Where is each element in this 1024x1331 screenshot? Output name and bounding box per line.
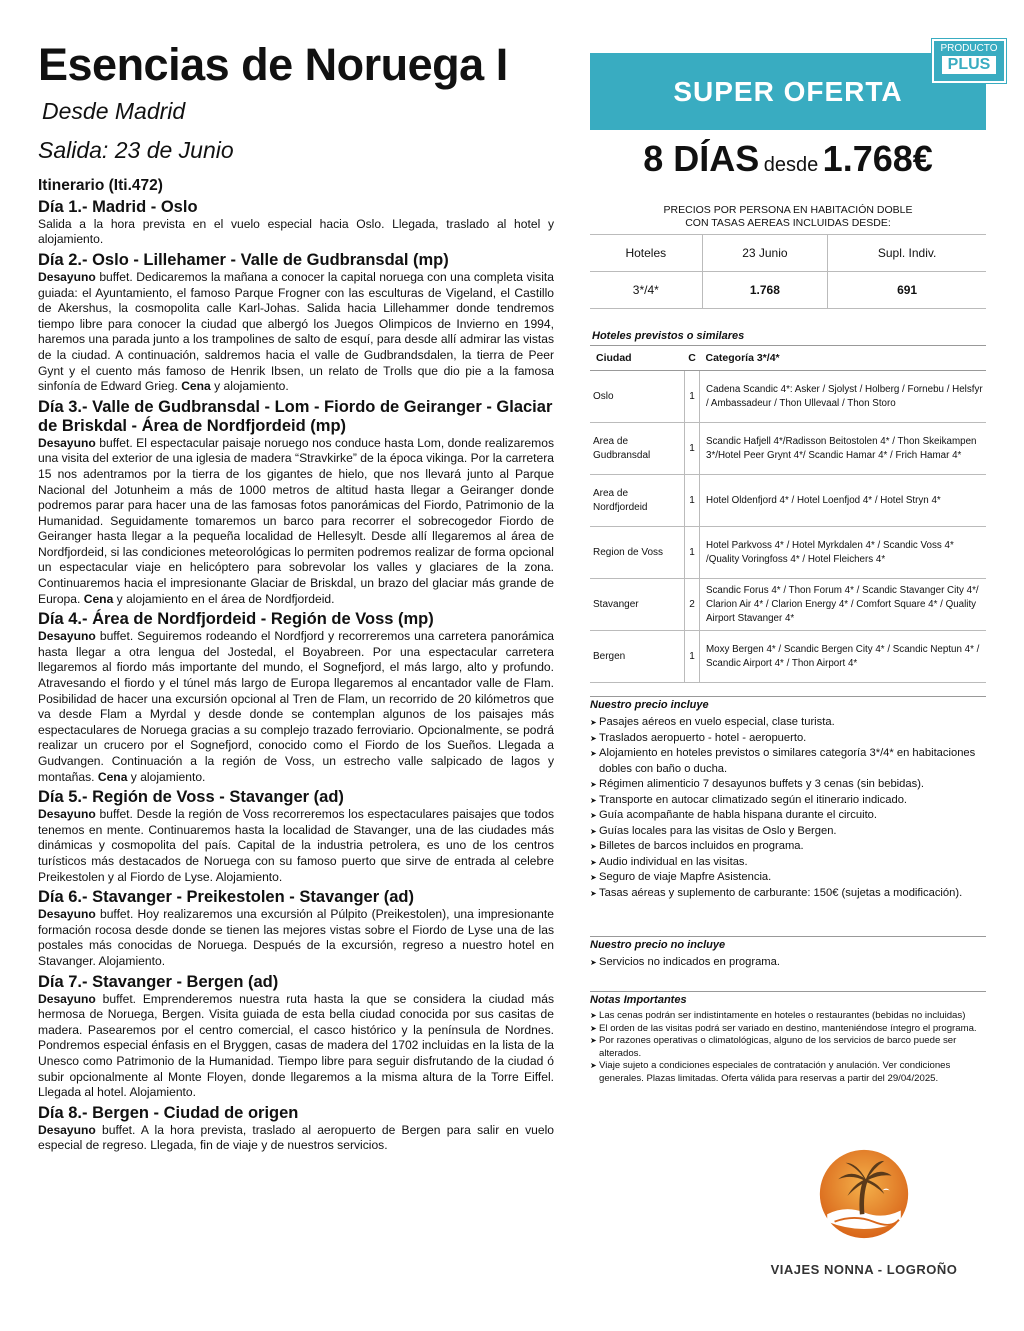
notes-list bbox=[590, 1010, 986, 1086]
hotel-nights: 1 bbox=[685, 423, 700, 475]
prices-header-cell: Supl. Indiv. bbox=[828, 235, 986, 272]
itinerary-day bbox=[38, 610, 554, 785]
includes-section bbox=[590, 696, 986, 901]
day-text: Desayuno buffet. A la hora prevista, traslado al aeropuerto de Bergen para salir en vuelo especial de regreso. Llegada, fin de viaje y de nuestros servicios. bbox=[38, 1122, 554, 1153]
itinerary-day bbox=[38, 973, 554, 1101]
prices-table bbox=[590, 204, 986, 309]
hotel-city: Area de Gudbransdal bbox=[590, 423, 685, 475]
price-from-label: desde bbox=[763, 154, 819, 176]
badge-top-label: PRODUCTO bbox=[940, 43, 998, 54]
hotel-list: Hotel Oldenfjord 4* / Hotel Loenfjod 4* / Hotel Stryn 4* bbox=[700, 475, 987, 527]
hotel-list: Cadena Scandic 4*: Asker / Sjolyst / Holberg / Fornebu / Helsfyr / Ambassadeur / Thon Ullevaal / Thon Storo bbox=[700, 371, 987, 423]
hotels-header-cell: Categoría 3*/4* bbox=[700, 346, 987, 371]
day-text: Salida a la hora prevista en el vuelo especial hacia Oslo. Llegada, traslado al hotel y alojamiento. bbox=[38, 216, 554, 247]
day-text: Desayuno buffet. Dedicaremos la mañana a conocer la capital noruega con una completa visita guiada: el Ayuntamiento, el famoso Parque Frogner con las esculturas de Vigeland, el Castillo de Akershus, la cosmopolita calle Karl-Johas. Salida hacia Lillehammer donde tendremos tiempo libre para conocer la ciudad que albergó los Juegos Olimpicos de Invierno en 1994, haremos una parada junto a los trampolines de salto de esquí, para desde allí admirar las vistas de la ciudad. A continuación, saldremos hacia el valle de Gudbrandsdalen, la tierra de Peer Gynt y el cuento más famoso de Henrik Ibsen, un relato de Trolls que dio pie a la famosa sinfonía de Edward Grieg. Cena y alojamiento. bbox=[38, 269, 554, 394]
hotel-city: Region de Voss bbox=[590, 527, 685, 579]
notes-section bbox=[590, 991, 986, 1086]
agency-name: VIAJES NONNA - LOGROÑO bbox=[770, 1262, 958, 1277]
day-text: Desayuno buffet. Seguiremos rodeando el Nordfjord y recorreremos una carretera panorámica hasta llegar a otra lengua del Jostedal, el Boyabreen. Por una espectacular carretera llegaremos al fiordo más importante del mundo, el Sognefjord, el más largo, alto y profundo. Atravesando el fiordo y el túnel más largo de Europa llegaremos al encantador valle de Flam. Posibilidad de hacer una excursión opcional al Tren de Flam, un recorrido de 20 kilómetros que va desde Flam a Myrdal y desde donde se contemplan algunos de los paisajes más espectaculares de Noruega gracias a su complejo trazado ferroviario. Opcionalmente, se podrá realizar un crucero por el Sognefjord, conocido como el Fiordo de los Sueños. Llegada a Gudvangen. Continuación a la región de Voss, un estrecho valle salpicado de lagos y montañas. Cena y alojamiento. bbox=[38, 629, 554, 784]
hotel-row bbox=[590, 475, 986, 527]
itinerary-day bbox=[38, 398, 554, 608]
day-text: Desayuno buffet. El espectacular paisaje noruego nos conduce hasta Lom, donde realizaremos una visita del exterior de una iglesia de madera “Stravkirke” de la época vikinga. Por la carretera 15 nos adentramos por la tierra de los gigantes de hielo, que nos llevará junto al Parque Nacional del Jotunheim a más de 1000 metros de altitud hasta llegar a Geiranger donde podremos parar para hacer una de las famosas fotos panorámicas del Fiordo, Patrimonio de la Humanidad. Seguidamente tomaremos un barco para recorrer el sobrecogedor Fiordo de Geiranger hasta llegar a la pequeña localidad de Hellesylt. Desde allí llegaremos al área de Nordfjordeid, si las condiciones meteorológicas lo permiten podremos realizar de forma opcional un espectacular viaje en helicóptero para sobrevolar los valles y glaciares de la zona. Continuaremos hacia el impresionante Glaciar de Briskdal, un brazo del glaciar más grande de Europa. Cena y alojamiento en el área de Nordfjordeid. bbox=[38, 435, 554, 606]
day-title: Día 4.- Área de Nordfjordeid - Región de Voss (mp) bbox=[38, 610, 434, 629]
day-title: Día 5.- Región de Voss - Stavanger (ad) bbox=[38, 788, 344, 807]
price-line bbox=[590, 138, 986, 180]
list-item: ➤ Servicios no indicados en programa. bbox=[590, 955, 986, 971]
hotel-list: Scandic Forus 4* / Thon Forum 4* / Scandic Stavanger City 4*/ Clarion Air 4* / Clarion Energy 4* / Comfort Square 4* / Quality Airport Stavanger 4* bbox=[700, 579, 987, 631]
list-item: ➤ Billetes de barcos incluidos en programa. bbox=[590, 839, 986, 855]
itinerary-column bbox=[38, 40, 554, 1154]
itinerary-day bbox=[38, 251, 554, 395]
hotel-list: Hotel Parkvoss 4* / Hotel Myrkdalen 4* / Scandic Voss 4* /Quality Voringfoss 4* / Hotel Fleichers 4* bbox=[700, 527, 987, 579]
producto-plus-badge bbox=[932, 39, 1006, 83]
departure-subtitle: Salida: 23 de Junio bbox=[38, 137, 234, 164]
palm-tree-logo-icon bbox=[818, 1148, 910, 1240]
itinerary-day bbox=[38, 888, 554, 969]
prices-cell: 3*/4* bbox=[590, 272, 702, 309]
list-item: ➤ Las cenas podrán ser indistintamente en hoteles o restaurantes (bebidas no incluidas) bbox=[590, 1010, 986, 1023]
not-included-heading: Nuestro precio no incluye bbox=[590, 939, 726, 951]
hotels-header-cell: C bbox=[685, 346, 700, 371]
list-item: ➤ Régimen alimenticio 7 desayunos buffets y 3 cenas (sin bebidas). bbox=[590, 777, 986, 793]
day-title: Día 7.- Stavanger - Bergen (ad) bbox=[38, 972, 279, 991]
prices-cell: 1.768 bbox=[702, 272, 828, 309]
not-included-section bbox=[590, 936, 986, 971]
hotel-row bbox=[590, 631, 986, 683]
list-item: ➤ El orden de las visitas podrá ser variado en destino, manteniéndose íntegro el programa. bbox=[590, 1023, 986, 1036]
hotel-row bbox=[590, 579, 986, 631]
itinerary-day bbox=[38, 1104, 554, 1154]
day-text: Desayuno buffet. Desde la región de Voss recorreremos los espectaculares paisajes que todos tenemos en mente. Continuaremos hasta la localidad de Stavanger, una de las ciudades más dinámicas y cosmopolita del país. Capital de la industria petrolera, es uno de los centros turísticos más destacados de Noruega con su famoso puerto que sirve de entrada al celebre Preikestolen y al Fiordo de Lyse. Alojamiento. bbox=[38, 807, 554, 884]
day-text: Desayuno buffet. Emprenderemos nuestra ruta hasta la que se considera la ciudad más hermosa de Noruega, Bergen. Visita guiada de esta bella ciudad conocida por sus casitas de madera. Pasearemos por el centro comercial, el casco histórico y la península de Nordnes. Pondremos especial énfasis en el Bryggen, casas de madera del 1702 incluidas en la lista de la Unesco como Patrimonio de la Humanidad. Tiempo libre para seguir disfrutando de la ciudad ó subir opcionalmente al Monte Floyen, donde llegaremos a la misma altura de la Torre Eiffel. Llegada al hotel. Alojamiento. bbox=[38, 991, 554, 1100]
hotel-nights: 1 bbox=[685, 475, 700, 527]
not-included-list bbox=[590, 955, 986, 971]
list-item: ➤ Tasas aéreas y suplemento de carburante: 150€ (sujetas a modificación). bbox=[590, 886, 986, 902]
day-title: Día 3.- Valle de Gudbransdal - Lom - Fiordo de Geiranger - Glaciar de Briskdal - Área de Nordfjordeid (mp) bbox=[38, 397, 553, 435]
origin-subtitle: Desde Madrid bbox=[42, 97, 186, 124]
list-item: ➤ Por razones operativas o climatológicas, alguno de los servicios de barco puede ser alterados. bbox=[590, 1035, 986, 1060]
notes-heading: Notas Importantes bbox=[590, 994, 687, 1006]
prices-caption-line2: CON TASAS AEREAS INCLUIDAS DESDE: bbox=[685, 217, 891, 229]
hotels-header-cell: Ciudad bbox=[590, 346, 685, 371]
hotel-city: Bergen bbox=[590, 631, 685, 683]
day-title: Día 6.- Stavanger - Preikestolen - Stavanger (ad) bbox=[38, 888, 414, 907]
duration-days: 8 DÍAS bbox=[643, 138, 760, 179]
prices-header-cell: 23 Junio bbox=[702, 235, 828, 272]
hotels-table bbox=[590, 345, 986, 683]
prices-caption bbox=[590, 204, 986, 234]
day-title: Día 2.- Oslo - Lillehamer - Valle de Gudbransdal (mp) bbox=[38, 250, 449, 269]
prices-cell: 691 bbox=[828, 272, 986, 309]
includes-list bbox=[590, 715, 986, 901]
hotel-city: Area de Nordfjordeid bbox=[590, 475, 685, 527]
hotels-header-row bbox=[590, 346, 986, 371]
itinerary-days bbox=[38, 198, 554, 1154]
hotel-list: Moxy Bergen 4* / Scandic Bergen City 4* / Scandic Neptun 4* / Scandic Airport 4* / Thon Airport 4* bbox=[700, 631, 987, 683]
day-title: Día 1.- Madrid - Oslo bbox=[38, 197, 198, 216]
price-amount: 1.768€ bbox=[822, 138, 933, 179]
list-item: ➤ Traslados aeropuerto - hotel - aeropuerto. bbox=[590, 731, 986, 747]
page-title: Esencias de Noruega I bbox=[38, 39, 508, 90]
badge-bottom-label: PLUS bbox=[942, 56, 997, 74]
list-item: ➤ Guía acompañante de habla hispana durante el circuito. bbox=[590, 808, 986, 824]
prices-caption-line1: PRECIOS POR PERSONA EN HABITACIÓN DOBLE bbox=[663, 204, 913, 216]
hotel-city: Stavanger bbox=[590, 579, 685, 631]
hotel-nights: 2 bbox=[685, 579, 700, 631]
super-offer-banner: SUPER OFERTA bbox=[590, 53, 986, 130]
list-item: ➤ Transporte en autocar climatizado según el itinerario indicado. bbox=[590, 793, 986, 809]
hotel-row bbox=[590, 371, 986, 423]
list-item: ➤ Guías locales para las visitas de Oslo y Bergen. bbox=[590, 824, 986, 840]
hotel-nights: 1 bbox=[685, 631, 700, 683]
list-item: ➤ Audio individual en las visitas. bbox=[590, 855, 986, 871]
itinerary-day bbox=[38, 788, 554, 885]
hotels-body bbox=[590, 371, 986, 683]
hotel-city: Oslo bbox=[590, 371, 685, 423]
includes-heading: Nuestro precio incluye bbox=[590, 699, 709, 711]
list-item: ➤ Pasajes aéreos en vuelo especial, clase turista. bbox=[590, 715, 986, 731]
prices-header-row bbox=[590, 235, 986, 272]
hotel-row bbox=[590, 527, 986, 579]
hotel-nights: 1 bbox=[685, 371, 700, 423]
day-text: Desayuno buffet. Hoy realizaremos una excursión al Púlpito (Preikestolen), una impresionante formación rocosa desde donde se tienen las mejores vistas sobre el Fiordo de Lyse una de las postales más conocidas de Noruega. Después de la excursión, regreso a nuestro hotel en Stavanger. Alojamiento. bbox=[38, 907, 554, 968]
hotels-heading: Hoteles previstos o similares bbox=[592, 330, 745, 342]
hotel-list: Scandic Hafjell 4*/Radisson Beitostolen 4* / Thon Skeikampen 3*/Hotel Peer Grynt 4*/ Scandic Hamar 4* / Frich Hamar 4* bbox=[700, 423, 987, 475]
itinerary-heading: Itinerario (Iti.472) bbox=[38, 176, 163, 194]
list-item: ➤ Seguro de viaje Mapfre Asistencia. bbox=[590, 870, 986, 886]
day-title: Día 8.- Bergen - Ciudad de origen bbox=[38, 1103, 299, 1122]
prices-row bbox=[590, 272, 986, 309]
hotel-row bbox=[590, 423, 986, 475]
list-item: ➤ Viaje sujeto a condiciones especiales de contratación y anulación. Ver condiciones generales. Plazas limitadas. Oferta válida para reservas a partir del 29/04/2025. bbox=[590, 1060, 986, 1085]
list-item: ➤ Alojamiento en hoteles previstos o similares categoría 3*/4* en habitaciones dobles con baño o ducha. bbox=[590, 746, 986, 777]
prices-header-cell: Hoteles bbox=[590, 235, 702, 272]
itinerary-day bbox=[38, 198, 554, 248]
hotel-nights: 1 bbox=[685, 527, 700, 579]
